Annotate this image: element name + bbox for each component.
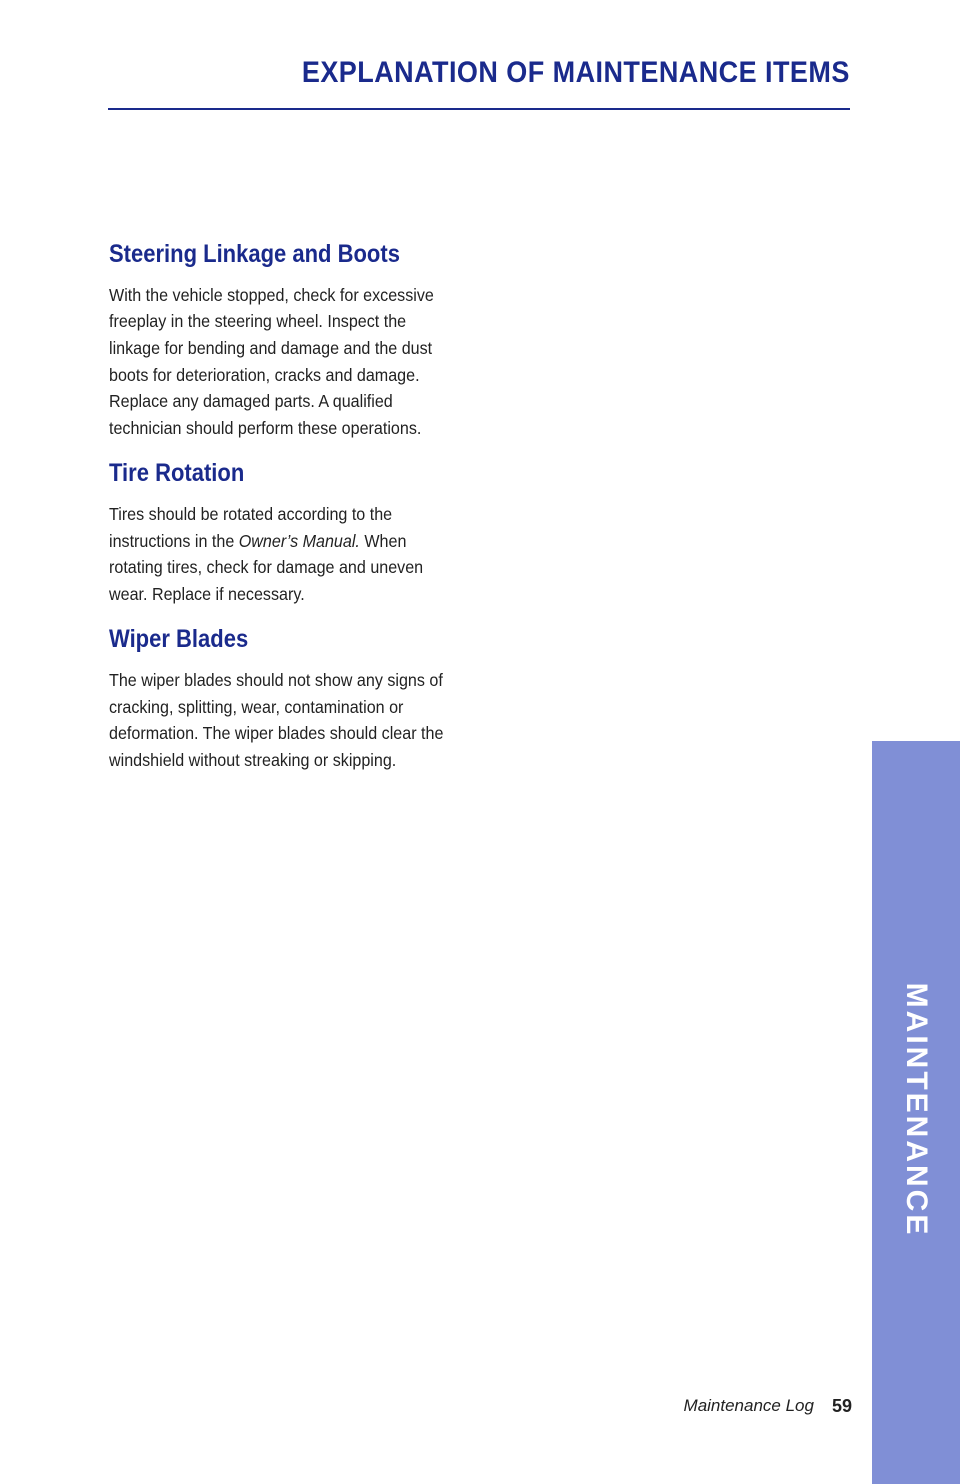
- side-tab: [872, 741, 960, 1484]
- main-content: [109, 238, 449, 790]
- footer-label: Maintenance Log: [683, 1396, 814, 1415]
- section-heading-steering-linkage: Steering Linkage and Boots: [109, 240, 400, 268]
- page-header: [108, 56, 850, 110]
- section-heading-wiper-blades: Wiper Blades: [109, 625, 249, 654]
- page-number: 59: [831, 1395, 852, 1416]
- owners-manual-reference: Owner’s Manual.: [238, 530, 360, 551]
- tire-rotation-text-1: Tires should be rotated according to the instructions in the: [109, 504, 393, 551]
- footer: [684, 1393, 852, 1419]
- page-title: EXPLANATION OF MAINTENANCE ITEMS: [302, 56, 850, 89]
- tire-rotation-text-2: When rotating tires, check for damage and uneven wear. Replace if necessary.: [109, 530, 424, 604]
- side-tab-label: MAINTENANCE: [900, 982, 933, 1238]
- section-body-tire-rotation: [109, 501, 449, 607]
- section-body-wiper-blades: The wiper blades should not show any signs of cracking, splitting, wear, contamination or deformation. The wiper blades should clear the windshield without streaking or skipping.: [109, 670, 444, 770]
- section-heading-tire-rotation: Tire Rotation: [109, 459, 245, 488]
- section-body-steering-linkage: With the vehicle stopped, check for excessive freeplay in the steering wheel. Inspect the linkage for bending and damage and the dust boots for deterioration, cracks and damage. Replace any damaged parts. A qualified technician should perform these operations.: [109, 284, 434, 438]
